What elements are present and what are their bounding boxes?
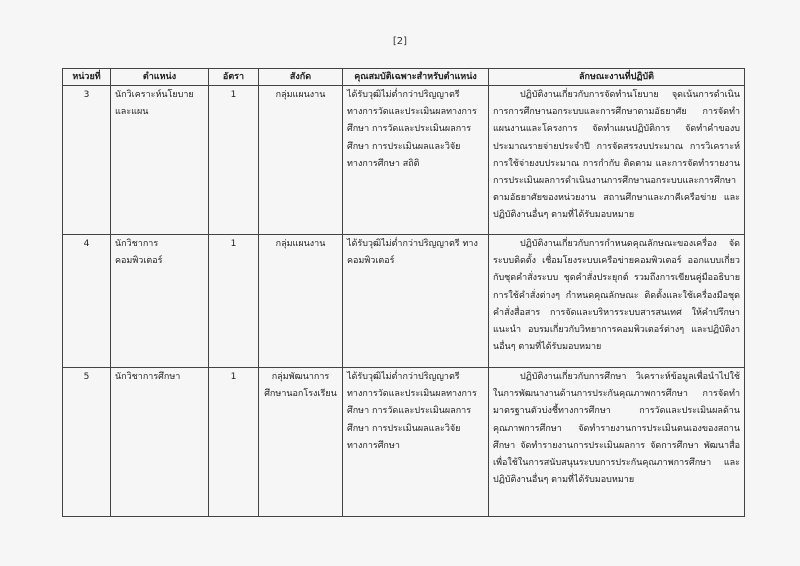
- table-row: [63, 86, 745, 235]
- cell-duties: ปฏิบัติงานเกี่ยวกับการศึกษา วิเคราะห์ข้อมูลเพื่อนำไปใช้ในการพัฒนางานด้านการประกันคุณภาพการศึกษา การจัดทำมาตรฐานตัวบ่งชี้ทางการศึกษา การวัดและประเมินผลด้านคุณภาพการศึกษา จัดทำรายงานการประเมินตนเองของสถานศึกษา จัดทำรายงานการประเมินผลการ จัดการศึกษา พัฒนาสื่อเพื่อใช้ในการสนับสนุนระบบการประกันคุณภาพการศึกษา และปฏิบัติงานอื่นๆ ตามที่ได้รับมอบหมาย: [489, 368, 745, 517]
- header-unit: หน่วยที่: [63, 69, 111, 86]
- table-header-row: [63, 69, 745, 86]
- cell-affiliation: กลุ่มแผนงาน: [259, 86, 343, 235]
- cell-position: นักวิชาการคอมพิวเตอร์: [111, 235, 209, 368]
- header-duties: ลักษณะงานที่ปฏิบัติ: [489, 69, 745, 86]
- cell-position: นักวิชาการศึกษา: [111, 368, 209, 517]
- cell-unit: 3: [63, 86, 111, 235]
- positions-table: [62, 68, 745, 517]
- cell-unit: 4: [63, 235, 111, 368]
- header-rate: อัตรา: [209, 69, 259, 86]
- cell-rate: 1: [209, 86, 259, 235]
- cell-rate: 1: [209, 235, 259, 368]
- header-position: ตำแหน่ง: [111, 69, 209, 86]
- cell-duties: ปฏิบัติงานเกี่ยวกับการกำหนดคุณลักษณะของเครื่อง จัดระบบติดตั้ง เชื่อมโยงระบบเครือข่ายคอมพิวเตอร์ ออกแบบเกี่ยวกับชุดคำสั่งระบบ ชุดคำสั่งประยุกต์ รวมถึงการเขียนคู่มืออธิบายการใช้คำสั่งต่างๆ กำหนดคุณลักษณะ ติดตั้งและใช้เครื่องมือชุดคำสั่งสื่อสาร การจัดและบริหารระบบสารสนเทศ ให้คำปรึกษาแนะนำ อบรมเกี่ยวกับวิทยาการคอมพิวเตอร์ต่างๆ และปฏิบัติงานอื่นๆ ตามที่ได้รับมอบหมาย: [489, 235, 745, 368]
- page-number: [2]: [392, 36, 408, 47]
- cell-affiliation: กลุ่มแผนงาน: [259, 235, 343, 368]
- table-row: [63, 368, 745, 517]
- header-qualification: คุณสมบัติเฉพาะสำหรับตำแหน่ง: [343, 69, 489, 86]
- cell-qualification: ได้รับวุฒิไม่ต่ำกว่าปริญญาตรี ทางคอมพิวเตอร์: [343, 235, 489, 368]
- cell-position: นักวิเคราะห์นโยบายและแผน: [111, 86, 209, 235]
- table-row: [63, 235, 745, 368]
- cell-qualification: ได้รับวุฒิไม่ต่ำกว่าปริญญาตรี ทางการวัดและประเมินผลทางการศึกษา การวัดและประเมินผลการศึกษา การประเมินผลและวิจัยทางการศึกษา: [343, 368, 489, 517]
- cell-affiliation: กลุ่มพัฒนาการศึกษานอกโรงเรียน: [259, 368, 343, 517]
- cell-qualification: ได้รับวุฒิไม่ต่ำกว่าปริญญาตรี ทางการวัดและประเมินผลทางการศึกษา การวัดและประเมินผลการศึกษา การประเมินผลและวิจัยทางการศึกษา สถิติ: [343, 86, 489, 235]
- cell-rate: 1: [209, 368, 259, 517]
- cell-duties: ปฏิบัติงานเกี่ยวกับการจัดทำนโยบาย จุดเน้นการดำเนินการการศึกษานอกระบบและการศึกษาตามอัธยาศัย การจัดทำแผนงานและโครงการ จัดทำแผนปฏิบัติการ จัดทำคำของบประมาณรายจ่ายประจำปี การจัดสรรงบประมาณ การวิเคราะห์การใช้จ่ายงบประมาณ การกำกับ ติดตาม และการจัดทำรายงานการประเมินผลการดำเนินงานการศึกษานอกระบบและการศึกษาตามอัธยาศัยของหน่วยงาน สถานศึกษาและภาคีเครือข่าย และปฏิบัติงานอื่นๆ ตามที่ได้รับมอบหมาย: [489, 86, 745, 235]
- cell-unit: 5: [63, 368, 111, 517]
- header-affiliation: สังกัด: [259, 69, 343, 86]
